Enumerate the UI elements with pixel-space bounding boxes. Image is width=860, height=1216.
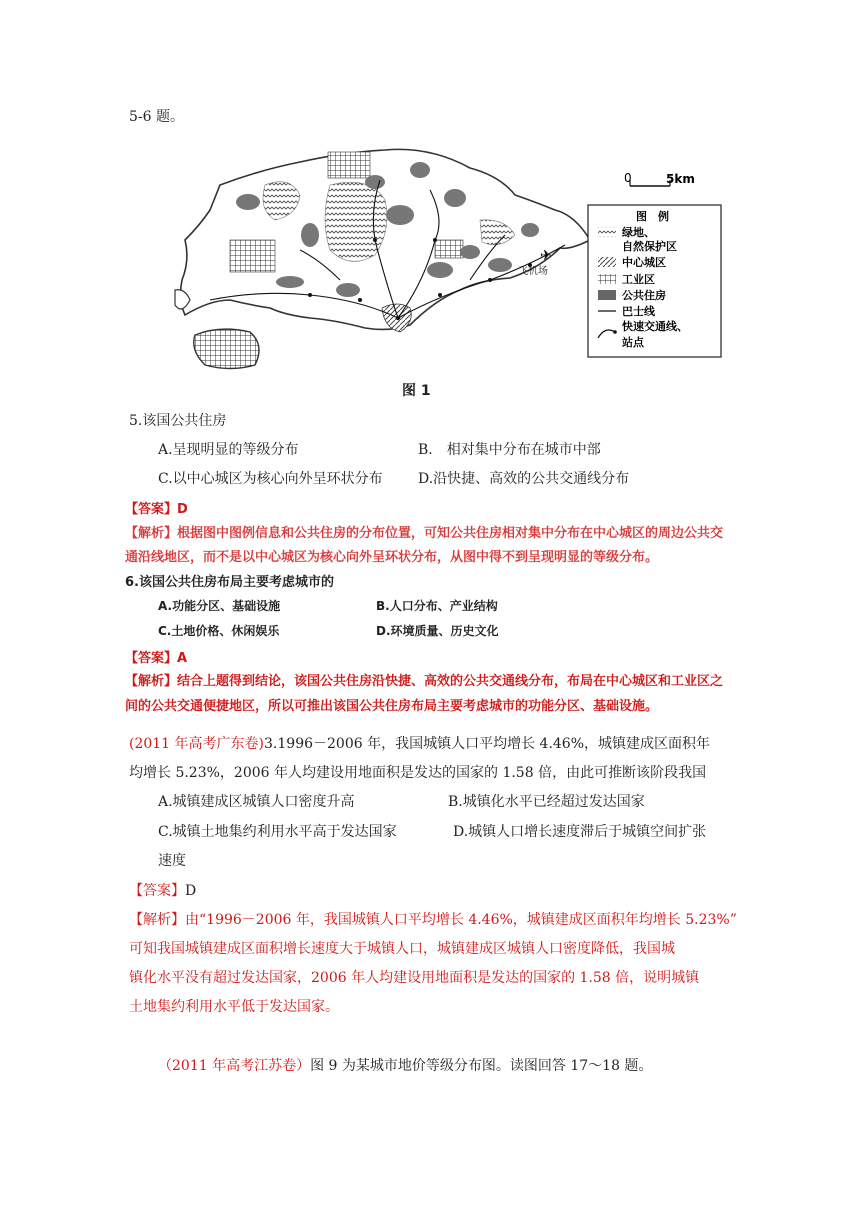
q5-answer: 【答案】D bbox=[125, 502, 188, 517]
figure-caption: 图 1 bbox=[402, 383, 431, 399]
legend-industrial: 工业区 bbox=[622, 273, 655, 286]
q5-analysis-line-2: 通沿线地区，而不是以中心城区为核心向外呈环状分布，从图中得不到呈现明显的等级分布。 bbox=[125, 550, 659, 565]
intro-text: 5-6 题。 bbox=[129, 109, 184, 125]
q6-option-a: A.功能分区、基础设施 bbox=[158, 599, 281, 613]
legend-green: 绿地、 bbox=[622, 226, 655, 239]
q5-analysis-line-1: 【解析】根据图中图例信息和公共住房的分布位置，可知公共住房相对集中分布在中心城区的周边公共交 bbox=[125, 526, 724, 541]
legend-reserve: 自然保护区 bbox=[622, 240, 677, 253]
q5-option-c: C.以中心城区为核心向外呈环状分布 bbox=[158, 471, 383, 487]
q3-analysis-line-2: 可知我国城镇建成区面积增长速度大于城镇人口，城镇建成区城镇人口密度降低，我国城 bbox=[129, 941, 675, 957]
q3-option-d-continued: 速度 bbox=[158, 853, 186, 869]
q3-analysis-line-3: 镇化水平没有超过发达国家，2006 年人均建设用地面积是发达的国家的 1.58 倍，说明城镇 bbox=[129, 970, 700, 986]
airport-label: 飞机场 bbox=[518, 266, 548, 277]
q3-line-1 bbox=[129, 733, 710, 753]
q6-analysis-line-1: 【解析】结合上题得到结论，该国公共住房沿快捷、高效的公共交通线分布，布局在中心城区和工业区之 bbox=[125, 674, 724, 689]
q6-stem: 6.该国公共住房布局主要考虑城市的 bbox=[125, 575, 334, 590]
q3-analysis-line-1 bbox=[129, 909, 737, 929]
q6-option-c: C.土地价格、休闲娱乐 bbox=[158, 624, 280, 638]
legend-central: 中心城区 bbox=[622, 256, 666, 269]
q3-source: (2011 年高考广东卷) bbox=[129, 736, 265, 752]
legend-station: 站点 bbox=[622, 336, 644, 349]
q5-option-b: B. 相对集中分布在城市中部 bbox=[418, 442, 601, 458]
q17-intro bbox=[158, 1055, 652, 1075]
q3-analysis-label: 【解析】 bbox=[129, 912, 185, 928]
q6-option-d: D.环境质量、历史文化 bbox=[376, 624, 499, 638]
q17-source: （2011 年高考江苏卷） bbox=[158, 1058, 311, 1074]
legend-transit: 快速交通线、 bbox=[622, 320, 688, 333]
q3-option-b: B.城镇化水平已经超过发达国家 bbox=[448, 794, 645, 810]
q17-text: 图 9 为某城市地价等级分布图。读图回答 17～18 题。 bbox=[310, 1058, 653, 1074]
airplane-icon: ✈ bbox=[540, 248, 552, 264]
q3-option-a: A.城镇建成区城镇人口密度升高 bbox=[158, 794, 355, 810]
q6-option-b: B.人口分布、产业结构 bbox=[376, 599, 498, 613]
q3-option-d: D.城镇人口增长速度滞后于城镇空间扩张 bbox=[453, 824, 707, 840]
scale-zero: 0 bbox=[624, 171, 632, 185]
q3-line-2: 均增长 5.23%，2006 年人均建设用地面积是发达的国家的 1.58 倍，由此可推断该阶段我国 bbox=[129, 765, 707, 781]
legend-title: 图 例 bbox=[636, 210, 669, 223]
legend-bus: 巴士线 bbox=[622, 305, 655, 318]
map-legend bbox=[588, 205, 721, 357]
q5-stem: 5.该国公共住房 bbox=[129, 413, 227, 429]
q5-option-a: A.呈现明显的等级分布 bbox=[158, 442, 299, 458]
q3-analysis-text-1: 由“1996－2006 年，我国城镇人口平均增长 4.46%，城镇建成区面积年均增长 5.23%” bbox=[185, 912, 737, 928]
q6-analysis-line-2: 间的公共交通便捷地区，所以可推出该国公共住房布局主要考虑城市的功能分区、基础设施。 bbox=[125, 699, 659, 714]
q3-answer-label: 【答案】 bbox=[129, 883, 185, 899]
q3-answer-value: D bbox=[185, 883, 197, 899]
q3-option-c: C.城镇土地集约利用水平高于发达国家 bbox=[158, 824, 397, 840]
q3-text-1: 3.1996－2006 年，我国城镇人口平均增长 4.46%，城镇建成区面积年 bbox=[264, 736, 711, 752]
scale-bar bbox=[624, 171, 695, 186]
q3-answer bbox=[129, 880, 196, 900]
q6-answer: 【答案】A bbox=[125, 651, 188, 666]
q5-option-d: D.沿快捷、高效的公共交通线分布 bbox=[418, 471, 630, 487]
singapore-map-figure bbox=[170, 140, 740, 380]
legend-housing: 公共住房 bbox=[622, 289, 666, 302]
scale-value: 5km bbox=[666, 172, 695, 186]
q3-analysis-line-4: 土地集约利用水平低于发达国家。 bbox=[129, 999, 339, 1015]
